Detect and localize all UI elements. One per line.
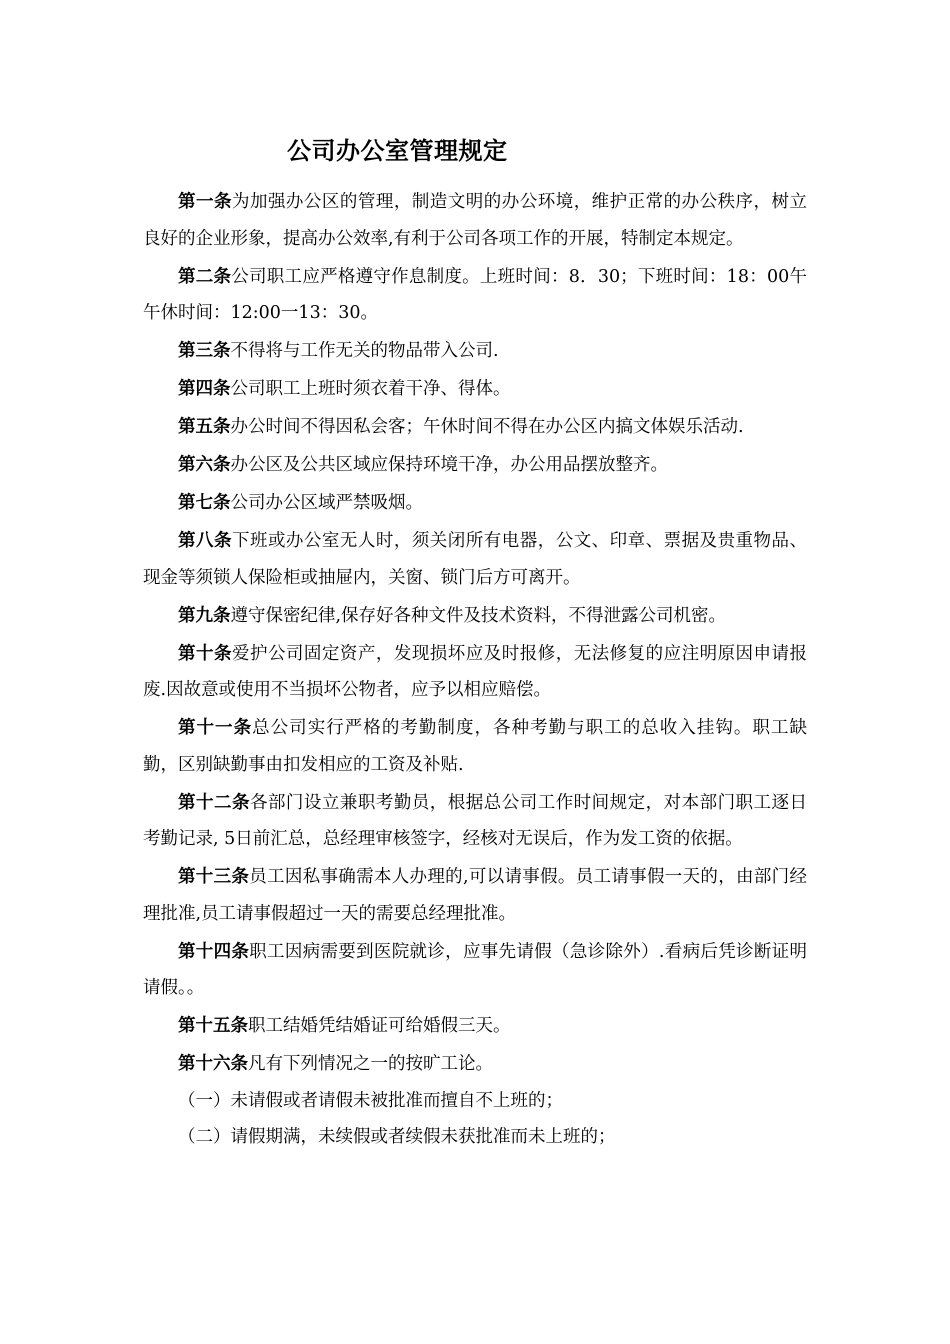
article-16 — [143, 1046, 807, 1083]
article-label: 第一条 — [178, 192, 232, 212]
article-label: 第六条 — [178, 455, 231, 475]
article-text: 公司职工应严格遵守作息制度。上班时间：8．30；下班时间：18：00午午休时间：12:00一13：30。 — [143, 266, 808, 323]
article-label: 第二条 — [178, 266, 232, 287]
article-4 — [143, 371, 807, 408]
list-item: （一）未请假或者请假未被批准而擅自不上班的； — [178, 1090, 563, 1111]
article-1 — [143, 184, 807, 257]
article-text: 总公司实行严格的考勤制度，各种考勤与职工的总收入挂钩。职工缺勤，区别缺勤事由扣发相应的工资及补贴. — [143, 718, 808, 775]
article-label: 第八条 — [178, 531, 232, 551]
article-label: 第五条 — [178, 417, 231, 437]
document-title: 公司办公室管理规定 — [287, 136, 508, 165]
article-text: 员工因私事确需本人办理的,可以请事假。员工请事假一天的，由部门经理批准,员工请事假超过一天的需要总经理批准。 — [143, 867, 807, 924]
article-label: 第七条 — [178, 493, 231, 513]
article-text: 凡有下列情况之一的按旷工论。 — [248, 1054, 493, 1074]
article-10 — [143, 636, 807, 709]
article-label: 第十条 — [178, 643, 232, 664]
article-7 — [143, 485, 807, 522]
article-text: 职工因病需要到医院就诊，应事先请假（急诊除外）.看病后凭诊断证明请假。。 — [143, 941, 807, 998]
article-text: 公司职工上班时须衣着干净、得体。 — [230, 379, 511, 399]
article-label: 第三条 — [178, 341, 231, 361]
article-9 — [143, 598, 807, 635]
article-6 — [143, 447, 807, 484]
article-text: 为加强办公区的管理，制造文明的办公环境，维护正常的办公秩序，树立良好的企业形象，提高办公效率,有利于公司各项工作的开展，特制定本规定。 — [143, 192, 808, 249]
article-label: 第十二条 — [178, 792, 250, 813]
document-body — [143, 184, 807, 1156]
article-text: 公司办公区域严禁吸烟。 — [230, 493, 423, 513]
article-text: 不得将与工作无关的物品带入公司. — [230, 341, 499, 361]
article-text: 遵守保密纪律,保存好各种文件及技术资料，不得泄露公司机密。 — [230, 605, 727, 626]
article-label: 第十三条 — [178, 867, 250, 887]
article-12 — [143, 785, 807, 858]
list-item: （二）请假期满，未续假或者续假未获批准而未上班的； — [178, 1127, 616, 1147]
article-label: 第十五条 — [178, 1016, 248, 1036]
article-label: 第十一条 — [178, 718, 253, 738]
article-text: 下班或办公室无人时，须关闭所有电器，公文、印章、票据及贵重物品、现金等须锁人保险柜或抽屉内，关窗、锁门后方可离开。 — [143, 531, 808, 588]
article-label: 第十四条 — [178, 941, 250, 962]
article-15 — [143, 1008, 807, 1045]
article-8 — [143, 523, 807, 596]
article-2 — [143, 259, 807, 332]
article-text: 职工结婚凭结婚证可给婚假三天。 — [248, 1016, 511, 1036]
article-label: 第四条 — [178, 379, 231, 399]
article-label: 第十六条 — [178, 1054, 248, 1074]
article-11 — [143, 710, 807, 783]
article-text: 各部门设立兼职考勤员，根据总公司工作时间规定，对本部门职工逐日考勤记录, 5日前汇总，总经理审核签字，经核对无误后，作为发工资的依据。 — [143, 792, 808, 849]
article-text: 办公时间不得因私会客；午休时间不得在办公区内搞文体娱乐活动. — [230, 417, 744, 437]
article-3 — [143, 333, 807, 370]
article-5 — [143, 409, 807, 446]
article-text: 办公区及公共区域应保持环境干净，办公用品摆放整齐。 — [230, 455, 668, 475]
article-text: 爱护公司固定资产，发现损坏应及时报修，无法修复的应注明原因申请报废.因故意或使用不当损坏公物者，应予以相应赔偿。 — [143, 643, 808, 700]
article-14 — [143, 934, 807, 1007]
article-label: 第九条 — [178, 605, 231, 626]
article-13 — [143, 859, 807, 932]
